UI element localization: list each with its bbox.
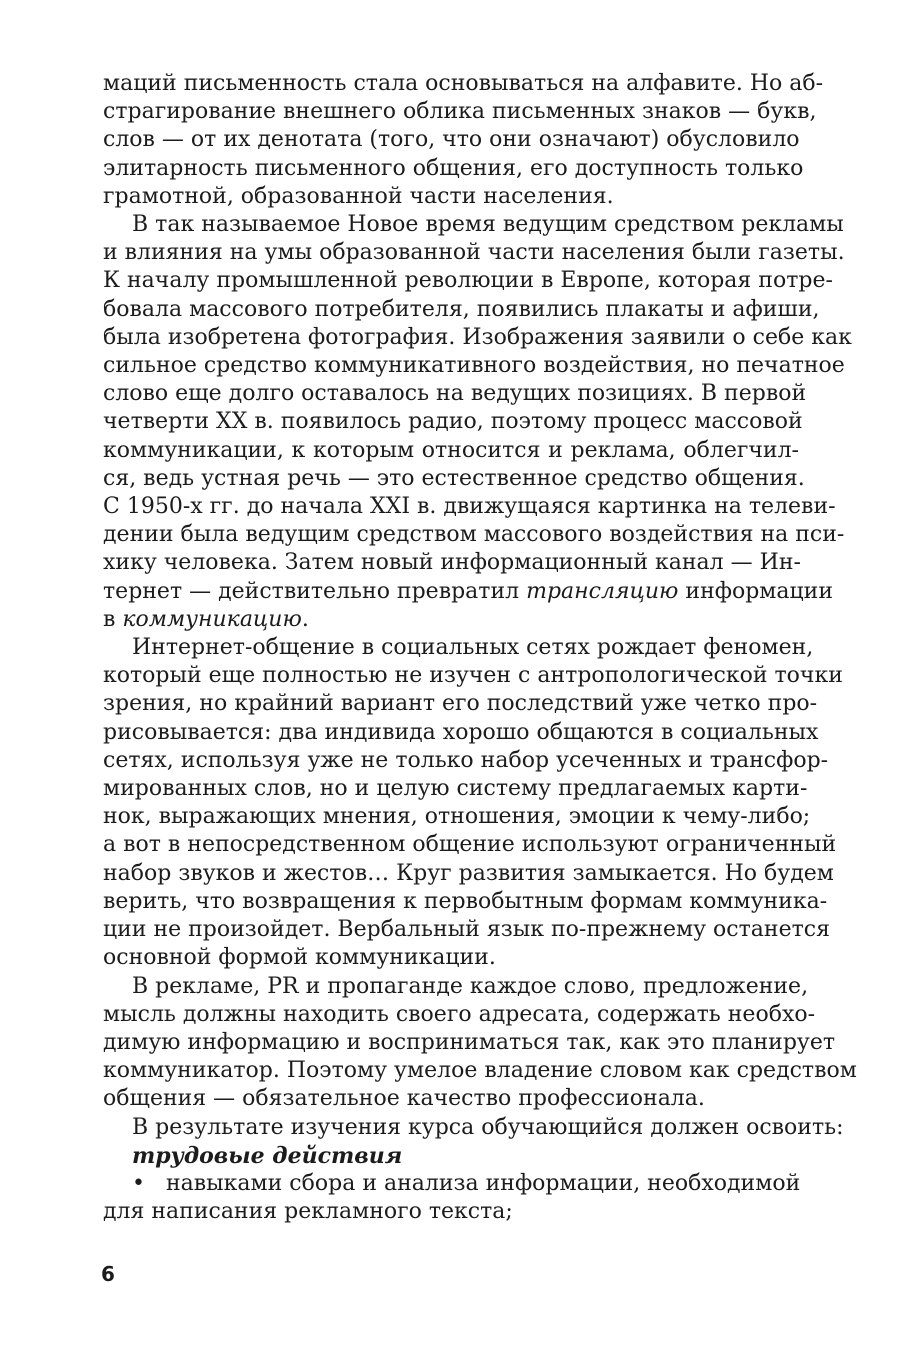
- text-line: рисовывается: два индивида хорошо общаются в социальных: [103, 719, 819, 745]
- text-line: [103, 578, 834, 606]
- bullet-item: [103, 1170, 799, 1198]
- paragraph-4: [103, 973, 857, 1114]
- text-line: ся, ведь устная речь — это естественное средство общения.: [103, 465, 805, 491]
- subheading-text: трудовые действия: [132, 1142, 403, 1169]
- italic-term: коммуникацию: [122, 606, 302, 632]
- text-line: нок, выражающих мнения, отношения, эмоции к чему-либо;: [103, 804, 811, 830]
- text-line: коммуникатор. Поэтому умелое владение словом как средством: [103, 1058, 857, 1084]
- text-line: маций письменность стала основываться на алфавите. Но аб-: [103, 71, 824, 96]
- text-line: Интернет-общение в социальных сетях рождает феномен,: [132, 635, 814, 661]
- text-line: элитарность письменного общения, его доступность только: [103, 155, 804, 181]
- text-line: слов — от их денотата (того, что они означают) обусловило: [103, 127, 800, 153]
- paragraph-5: [103, 1114, 844, 1142]
- text-line: а вот в непосредственном общение используют ограниченный: [103, 832, 837, 858]
- text-line: сильное средство коммуникативного воздействия, но печатное: [103, 353, 845, 379]
- text-line: ции не произойдет. Вербальный язык по-прежнему останется: [103, 917, 830, 943]
- text-line: слово еще долго оставалось на ведущих позициях. В первой: [103, 381, 807, 407]
- text-line: димую информацию и восприниматься так, как это планирует: [103, 1029, 836, 1055]
- text-line: [103, 606, 799, 634]
- text-line: мысль должны находить своего адресата, содержать необхо-: [103, 1001, 816, 1027]
- text-line: общения — обязательное качество профессионала.: [103, 1086, 705, 1112]
- text-line: сетях, используя уже не только набор усеченных и трансфор-: [103, 747, 829, 773]
- text-run: .: [301, 606, 309, 632]
- text-line: который еще полностью не изучен с антропологической точки: [103, 663, 843, 689]
- text-line: грамотной, образованной части населения.: [103, 183, 614, 209]
- bullet-item-continuation: для написания рекламного текста;: [103, 1199, 513, 1225]
- body-text: [103, 70, 857, 1226]
- text-line: К началу промышленной революции в Европе, которая потре-: [103, 268, 833, 294]
- text-line: зрения, но крайний вариант его последствий уже четко про-: [103, 691, 818, 717]
- page-number: 6: [101, 1262, 115, 1286]
- text-line: коммуникации, к которым относится и реклама, облегчил-: [103, 437, 799, 463]
- bullet-text: навыками сбора и анализа информации, необходимой: [166, 1170, 801, 1196]
- text-line: В так называемое Новое время ведущим средством рекламы: [132, 212, 844, 238]
- text-line: В результате изучения курса обучающийся должен освоить:: [132, 1114, 844, 1140]
- text-line: была изобретена фотография. Изображения заявили о себе как: [103, 324, 852, 350]
- text-line: страгирование внешнего облика письменных знаков — букв,: [103, 99, 817, 125]
- text-run: тернет — действительно превратил: [103, 578, 527, 604]
- bullet-list: [103, 1170, 799, 1226]
- text-line: мированных слов, но и целую систему предлагаемых карти-: [103, 776, 808, 802]
- paragraph-1: [103, 70, 824, 211]
- paragraph-3: [103, 634, 843, 972]
- text-line: хику человека. Затем новый информационный канал — Ин-: [103, 550, 801, 576]
- paragraph-2: [103, 211, 852, 634]
- text-run: в: [103, 606, 123, 632]
- text-line: основной формой коммуникации.: [103, 945, 496, 971]
- text-run: информации: [678, 578, 834, 604]
- text-line: четверти XX в. появилось радио, поэтому процесс массовой: [103, 409, 803, 435]
- text-line: В рекламе, PR и пропаганде каждое слово, предложение,: [132, 973, 809, 999]
- text-line: и влияния на умы образованной части населения были газеты.: [103, 240, 845, 266]
- subheading: [103, 1142, 799, 1170]
- bullet-icon: •: [132, 1170, 145, 1196]
- text-line: дении была ведущим средством массового воздействия на пси-: [103, 522, 845, 548]
- italic-term: трансляцию: [526, 578, 679, 604]
- text-line: верить, что возвращения к первобытным формам коммуника-: [103, 888, 828, 914]
- text-line: набор звуков и жестов… Круг развития замыкается. Но будем: [103, 860, 834, 886]
- text-line: С 1950-х гг. до начала XXI в. движущаяся картинка на телеви-: [103, 494, 836, 520]
- text-line: бовала массового потребителя, появились плакаты и афиши,: [103, 296, 820, 322]
